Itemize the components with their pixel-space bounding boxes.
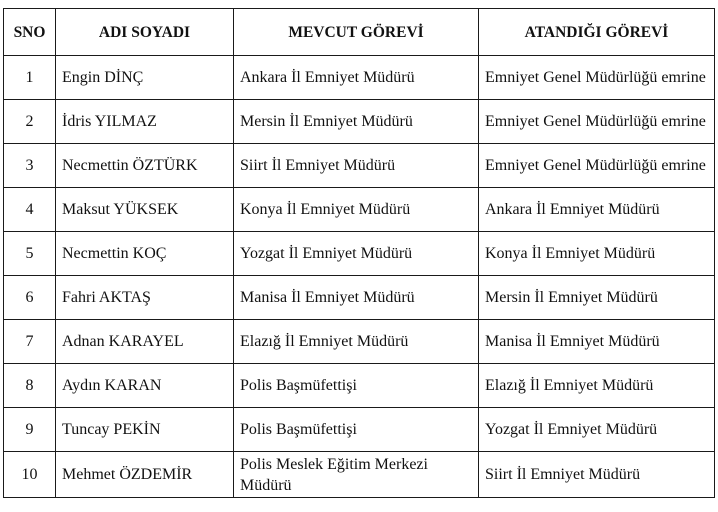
cell-sno: 10	[4, 452, 56, 498]
cell-name: Fahri AKTAŞ	[56, 276, 234, 320]
cell-assigned-position: Ankara İl Emniyet Müdürü	[479, 188, 715, 232]
table-row	[4, 188, 715, 232]
cell-sno: 3	[4, 144, 56, 188]
cell-sno: 9	[4, 408, 56, 452]
cell-sno: 4	[4, 188, 56, 232]
cell-current-position: Polis Başmüfettişi	[234, 408, 479, 452]
cell-current-position: Yozgat İl Emniyet Müdürü	[234, 232, 479, 276]
cell-sno: 8	[4, 364, 56, 408]
cell-assigned-position: Emniyet Genel Müdürlüğü emrine	[479, 100, 715, 144]
cell-assigned-position: Mersin İl Emniyet Müdürü	[479, 276, 715, 320]
cell-current-position: Ankara İl Emniyet Müdürü	[234, 56, 479, 100]
cell-assigned-position: Konya İl Emniyet Müdürü	[479, 232, 715, 276]
cell-sno: 2	[4, 100, 56, 144]
table-row	[4, 364, 715, 408]
cell-current-position: Siirt İl Emniyet Müdürü	[234, 144, 479, 188]
table-row	[4, 232, 715, 276]
cell-assigned-position: Emniyet Genel Müdürlüğü emrine	[479, 56, 715, 100]
table-row	[4, 100, 715, 144]
header-row	[4, 9, 715, 56]
table-row	[4, 56, 715, 100]
table-header	[4, 9, 715, 56]
cell-assigned-position: Siirt İl Emniyet Müdürü	[479, 452, 715, 498]
cell-sno: 1	[4, 56, 56, 100]
cell-name: Adnan KARAYEL	[56, 320, 234, 364]
cell-current-position: Konya İl Emniyet Müdürü	[234, 188, 479, 232]
cell-current-position: Manisa İl Emniyet Müdürü	[234, 276, 479, 320]
cell-sno: 6	[4, 276, 56, 320]
cell-name: Aydın KARAN	[56, 364, 234, 408]
table-row	[4, 320, 715, 364]
cell-current-position: Polis Başmüfettişi	[234, 364, 479, 408]
header-assigned-position: ATANDIĞI GÖREVİ	[479, 9, 715, 56]
table-row	[4, 144, 715, 188]
cell-name: Tuncay PEKİN	[56, 408, 234, 452]
table-row	[4, 408, 715, 452]
cell-name: İdris YILMAZ	[56, 100, 234, 144]
cell-name: Necmettin ÖZTÜRK	[56, 144, 234, 188]
assignment-table	[3, 8, 715, 498]
header-name: ADI SOYADI	[56, 9, 234, 56]
cell-assigned-position: Elazığ İl Emniyet Müdürü	[479, 364, 715, 408]
cell-current-position: Elazığ İl Emniyet Müdürü	[234, 320, 479, 364]
cell-current-position: Polis Meslek Eğitim Merkezi Müdürü	[234, 452, 479, 498]
cell-assigned-position: Yozgat İl Emniyet Müdürü	[479, 408, 715, 452]
cell-name: Engin DİNÇ	[56, 56, 234, 100]
cell-sno: 5	[4, 232, 56, 276]
header-current-position: MEVCUT GÖREVİ	[234, 9, 479, 56]
cell-sno: 7	[4, 320, 56, 364]
cell-name: Maksut YÜKSEK	[56, 188, 234, 232]
table-row	[4, 452, 715, 498]
table-body	[4, 56, 715, 498]
table-row	[4, 276, 715, 320]
cell-name: Necmettin KOÇ	[56, 232, 234, 276]
cell-assigned-position: Manisa İl Emniyet Müdürü	[479, 320, 715, 364]
cell-name: Mehmet ÖZDEMİR	[56, 452, 234, 498]
cell-current-position: Mersin İl Emniyet Müdürü	[234, 100, 479, 144]
header-sno: SNO	[4, 9, 56, 56]
cell-assigned-position: Emniyet Genel Müdürlüğü emrine	[479, 144, 715, 188]
